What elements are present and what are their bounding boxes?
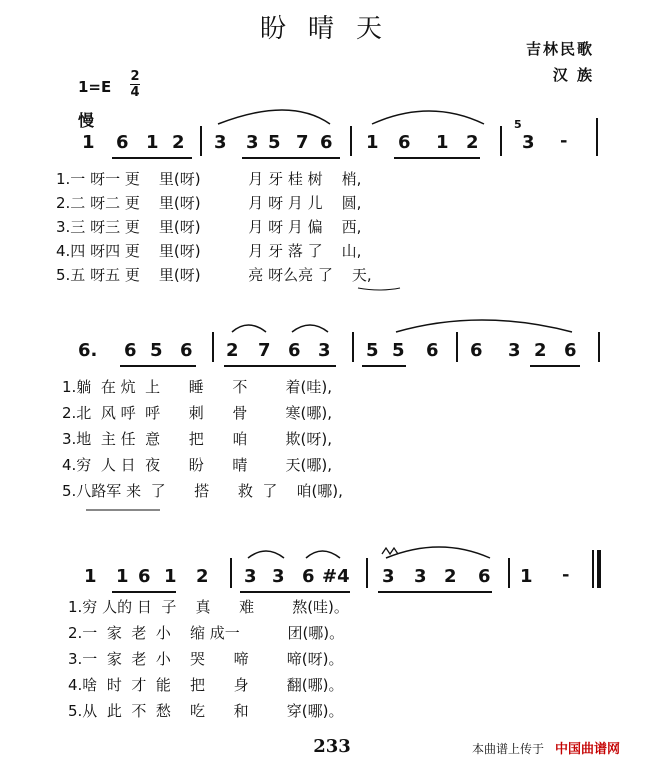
note: 7 [258, 340, 271, 361]
time-signature-top: 2 [130, 69, 140, 84]
note: 6 [116, 132, 129, 153]
beam [112, 591, 176, 593]
note: #4 [322, 566, 350, 587]
lyric-line: 2.二 呀二 更 里(呀) 月 呀 月 儿 圆, [56, 194, 362, 212]
note: 5 [366, 340, 379, 361]
lyric-line: 5.八路军 来 了 搭 救 了 咱(哪), [62, 482, 343, 500]
barline [508, 558, 510, 588]
source-logo: 中国曲谱网 [555, 742, 621, 757]
source-caption: 本曲谱上传于 [472, 742, 545, 756]
note: 3 [318, 340, 331, 361]
barline [596, 118, 598, 156]
note: 5 [268, 132, 281, 153]
note: 6 [302, 566, 315, 587]
lyric-line: 3.三 呀三 更 里(呀) 月 呀 月 偏 西, [56, 218, 362, 236]
beam [378, 591, 492, 593]
note: 1 [436, 132, 449, 153]
time-signature-bottom: 4 [130, 85, 140, 100]
note: 7 [296, 132, 309, 153]
note: 3 [414, 566, 427, 587]
barline [350, 126, 352, 156]
note: 5 [392, 340, 405, 361]
final-barline-thick [597, 550, 601, 588]
note: 1 [116, 566, 129, 587]
note: 6 [478, 566, 491, 587]
lyric-line: 5.五 呀五 更 里(呀) 亮 呀么亮 了 天, [56, 266, 372, 284]
note: 6 [138, 566, 151, 587]
song-title: 盼晴天 [259, 14, 404, 44]
barline [230, 558, 232, 588]
note: 3 [246, 132, 259, 153]
barline [598, 332, 600, 362]
barline [456, 332, 458, 362]
lyric-line: 2.北 风 呼 呼 刺 骨 寒(哪), [62, 404, 332, 422]
note: 6 [470, 340, 483, 361]
barline [366, 558, 368, 588]
note: 6. [78, 340, 98, 361]
sustain-dash: - [560, 130, 568, 151]
barline [352, 332, 354, 362]
lyric-line: 1.躺 在 炕 上 睡 不 着(哇), [62, 378, 332, 396]
note: 3 [214, 132, 227, 153]
note: 3 [522, 132, 535, 153]
note: 3 [508, 340, 521, 361]
final-barline-thin [592, 550, 594, 588]
tempo-marking: 慢 [78, 111, 95, 130]
beam [240, 591, 350, 593]
beam [394, 157, 480, 159]
barline [200, 126, 202, 156]
lyric-line: 3.地 主 任 意 把 咱 欺(呀), [62, 430, 332, 448]
note: 2 [466, 132, 479, 153]
note: 2 [172, 132, 185, 153]
note: 6 [180, 340, 193, 361]
lyric-line: 4.啥 时 才 能 把 身 翻(哪)。 [68, 676, 344, 694]
note: 3 [382, 566, 395, 587]
note: 6 [288, 340, 301, 361]
note: 6 [426, 340, 439, 361]
beam [242, 157, 340, 159]
beam [224, 365, 336, 367]
note: 6 [124, 340, 137, 361]
note: 2 [226, 340, 239, 361]
note: 2 [444, 566, 457, 587]
beam [530, 365, 580, 367]
beam [120, 365, 196, 367]
page-number: 233 [313, 736, 351, 757]
key-signature: 1=E [78, 78, 112, 96]
note: 1 [82, 132, 95, 153]
note: 1 [520, 566, 533, 587]
lyric-line: 5.从 此 不 愁 吃 和 穿(哪)。 [68, 702, 344, 720]
note: 6 [398, 132, 411, 153]
sustain-dash: - [562, 564, 570, 585]
note: 2 [534, 340, 547, 361]
note: 1 [84, 566, 97, 587]
origin-region: 吉林民歌 [525, 40, 594, 58]
beam [362, 365, 406, 367]
lyric-line: 1.穷 人的 日 子 真 难 熬(哇)。 [68, 598, 349, 616]
note: 3 [244, 566, 257, 587]
lyric-line: 1.一 呀一 更 里(呀) 月 牙 桂 树 梢, [56, 170, 362, 188]
note: 1 [366, 132, 379, 153]
note: 1 [164, 566, 177, 587]
note: 3 [272, 566, 285, 587]
grace-note: 5 [514, 118, 522, 131]
note: 5 [150, 340, 163, 361]
origin-ethnicity: 汉 族 [552, 66, 594, 84]
note: 1 [146, 132, 159, 153]
lyric-line: 4.穷 人 日 夜 盼 晴 天(哪), [62, 456, 332, 474]
note: 6 [320, 132, 333, 153]
lyric-line: 4.四 呀四 更 里(呀) 月 牙 落 了 山, [56, 242, 362, 260]
lyric-line: 2.一 家 老 小 缩 成一 团(哪)。 [68, 624, 345, 642]
note: 6 [564, 340, 577, 361]
beam [112, 157, 192, 159]
lyric-line: 3.一 家 老 小 哭 啼 啼(呀)。 [68, 650, 344, 668]
note: 2 [196, 566, 209, 587]
barline [500, 126, 502, 156]
time-signature [130, 70, 140, 99]
barline [212, 332, 214, 362]
